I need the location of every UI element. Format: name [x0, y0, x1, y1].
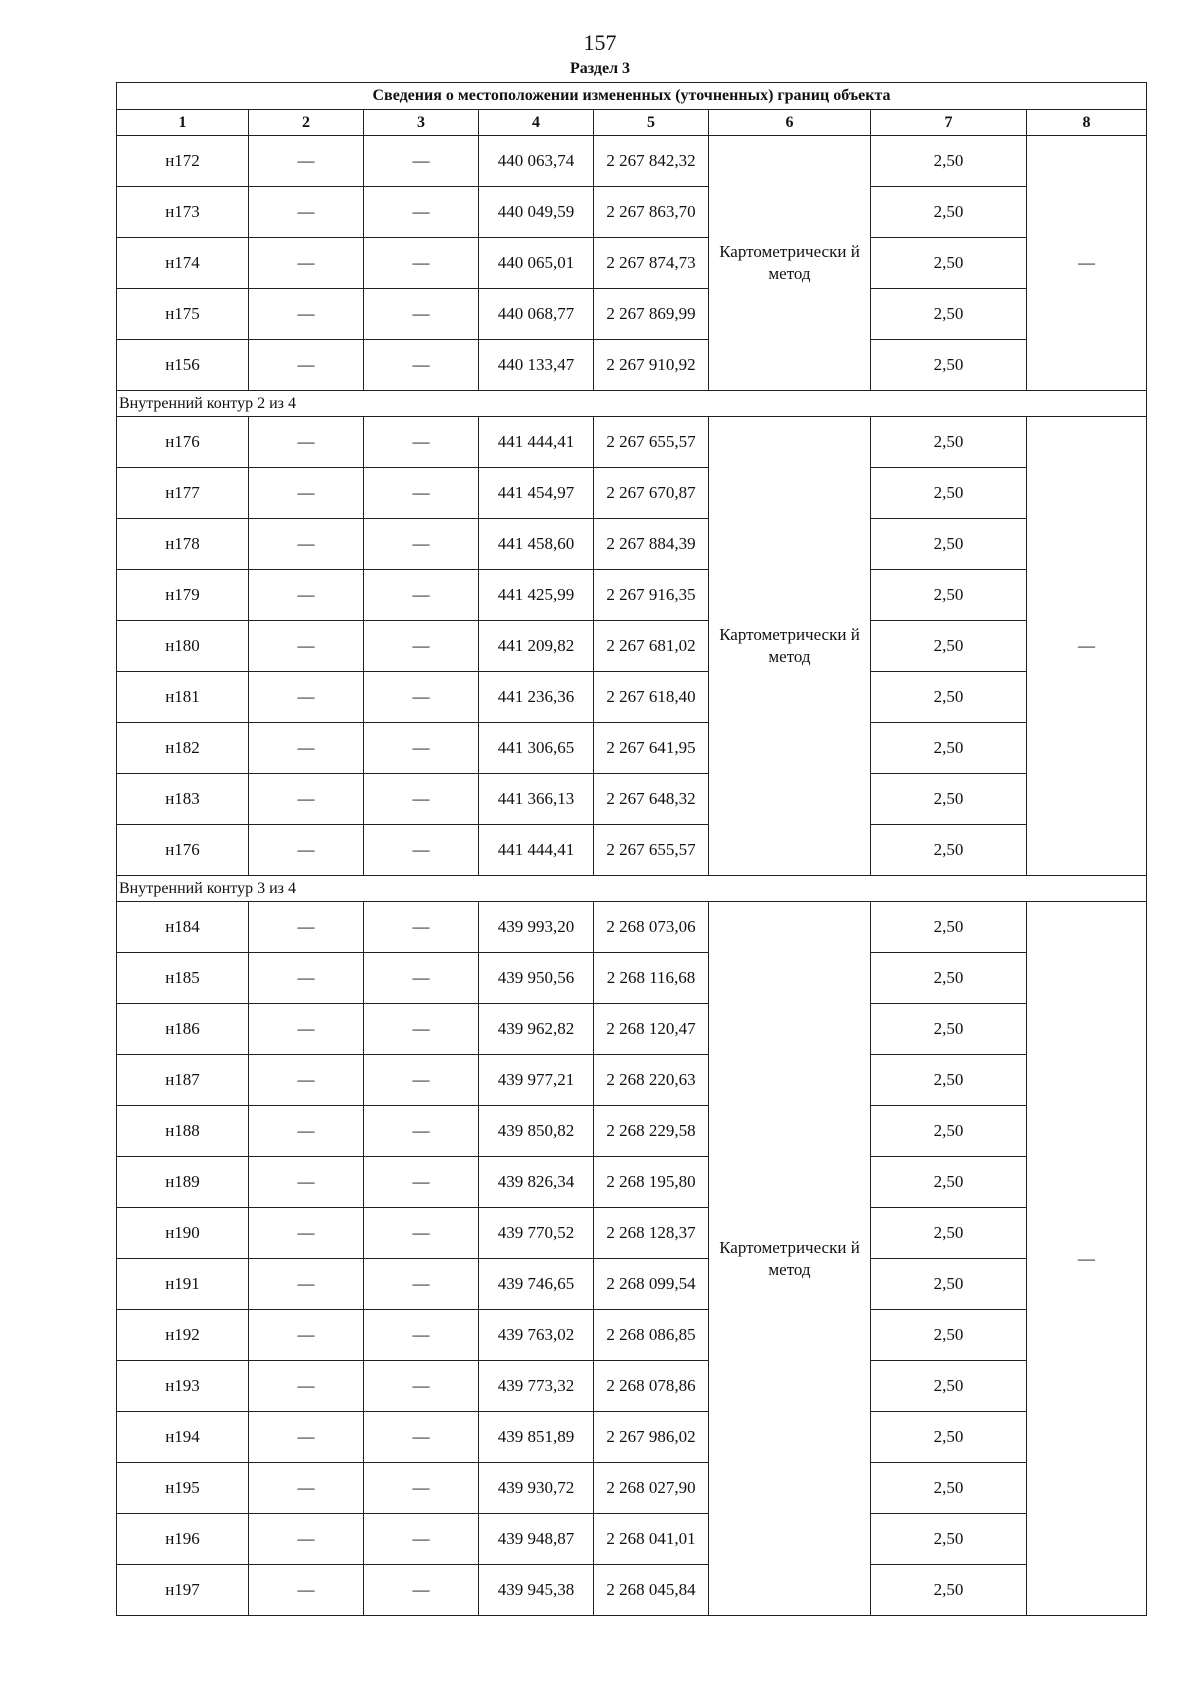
x-coordinate: 440 065,01	[479, 238, 594, 289]
x-coordinate: 439 826,34	[479, 1157, 594, 1208]
y-coordinate: 2 267 842,32	[594, 136, 709, 187]
col2-value: —	[249, 187, 364, 238]
table-row	[117, 774, 1147, 825]
col3-value: —	[364, 1412, 479, 1463]
point-name: н183	[117, 774, 249, 825]
col3-value: —	[364, 825, 479, 876]
col3-value: —	[364, 1361, 479, 1412]
point-name: н196	[117, 1514, 249, 1565]
x-coordinate: 439 763,02	[479, 1310, 594, 1361]
col3-value: —	[364, 953, 479, 1004]
table-row	[117, 1259, 1147, 1310]
col2-value: —	[249, 953, 364, 1004]
col2-value: —	[249, 1004, 364, 1055]
table-row	[117, 825, 1147, 876]
accuracy-value: 2,50	[871, 570, 1027, 621]
x-coordinate: 439 962,82	[479, 1004, 594, 1055]
col3-value: —	[364, 289, 479, 340]
point-name: н190	[117, 1208, 249, 1259]
y-coordinate: 2 268 220,63	[594, 1055, 709, 1106]
col3-value: —	[364, 417, 479, 468]
point-name: н192	[117, 1310, 249, 1361]
col2-value: —	[249, 1412, 364, 1463]
col3-value: —	[364, 1208, 479, 1259]
accuracy-value: 2,50	[871, 825, 1027, 876]
accuracy-value: 2,50	[871, 723, 1027, 774]
table-row	[117, 187, 1147, 238]
y-coordinate: 2 267 863,70	[594, 187, 709, 238]
contour-label: Внутренний контур 2 из 4	[117, 391, 1147, 417]
y-coordinate: 2 268 128,37	[594, 1208, 709, 1259]
point-name: н195	[117, 1463, 249, 1514]
section-label: Раздел 3	[569, 60, 631, 77]
point-name: н184	[117, 902, 249, 953]
y-coordinate: 2 267 874,73	[594, 238, 709, 289]
y-coordinate: 2 267 910,92	[594, 340, 709, 391]
x-coordinate: 439 977,21	[479, 1055, 594, 1106]
accuracy-value: 2,50	[871, 1514, 1027, 1565]
x-coordinate: 441 444,41	[479, 417, 594, 468]
col3-value: —	[364, 774, 479, 825]
x-coordinate: 440 133,47	[479, 340, 594, 391]
page-number: 157	[583, 30, 617, 55]
method-cell: Картометрически й метод	[709, 417, 871, 876]
table-row	[117, 1208, 1147, 1259]
accuracy-value: 2,50	[871, 1055, 1027, 1106]
col3-value: —	[364, 1055, 479, 1106]
col8-value: —	[1027, 136, 1147, 391]
accuracy-value: 2,50	[871, 1157, 1027, 1208]
point-name: н173	[117, 187, 249, 238]
accuracy-value: 2,50	[871, 340, 1027, 391]
table-row	[117, 289, 1147, 340]
accuracy-value: 2,50	[871, 1004, 1027, 1055]
x-coordinate: 441 306,65	[479, 723, 594, 774]
accuracy-value: 2,50	[871, 1565, 1027, 1616]
column-header-row	[117, 110, 1147, 136]
col3-value: —	[364, 902, 479, 953]
x-coordinate: 440 049,59	[479, 187, 594, 238]
point-name: н185	[117, 953, 249, 1004]
col3-value: —	[364, 1004, 479, 1055]
col2-value: —	[249, 1208, 364, 1259]
column-header: 8	[1027, 110, 1147, 136]
point-name: н156	[117, 340, 249, 391]
table-row	[117, 1055, 1147, 1106]
x-coordinate: 440 063,74	[479, 136, 594, 187]
y-coordinate: 2 267 869,99	[594, 289, 709, 340]
table-row	[117, 1310, 1147, 1361]
table-row	[117, 672, 1147, 723]
method-cell: Картометрически й метод	[709, 902, 871, 1616]
table-row	[117, 340, 1147, 391]
contour-row	[117, 876, 1147, 902]
y-coordinate: 2 267 986,02	[594, 1412, 709, 1463]
col3-value: —	[364, 136, 479, 187]
table-row	[117, 1157, 1147, 1208]
point-name: н186	[117, 1004, 249, 1055]
table-row	[117, 1412, 1147, 1463]
table-row	[117, 902, 1147, 953]
x-coordinate: 439 770,52	[479, 1208, 594, 1259]
y-coordinate: 2 267 618,40	[594, 672, 709, 723]
table-row	[117, 238, 1147, 289]
point-name: н179	[117, 570, 249, 621]
col3-value: —	[364, 672, 479, 723]
point-name: н188	[117, 1106, 249, 1157]
col3-value: —	[364, 1565, 479, 1616]
table-row	[117, 1361, 1147, 1412]
col3-value: —	[364, 519, 479, 570]
accuracy-value: 2,50	[871, 672, 1027, 723]
col2-value: —	[249, 1310, 364, 1361]
y-coordinate: 2 268 045,84	[594, 1565, 709, 1616]
accuracy-value: 2,50	[871, 1259, 1027, 1310]
contour-label: Внутренний контур 3 из 4	[117, 876, 1147, 902]
col2-value: —	[249, 519, 364, 570]
col2-value: —	[249, 621, 364, 672]
col2-value: —	[249, 1106, 364, 1157]
point-name: н181	[117, 672, 249, 723]
table-row	[117, 723, 1147, 774]
contour-row	[117, 391, 1147, 417]
accuracy-value: 2,50	[871, 621, 1027, 672]
boundary-table	[116, 82, 1147, 1616]
col2-value: —	[249, 672, 364, 723]
col2-value: —	[249, 1259, 364, 1310]
col8-value: —	[1027, 417, 1147, 876]
point-name: н191	[117, 1259, 249, 1310]
y-coordinate: 2 267 670,87	[594, 468, 709, 519]
x-coordinate: 441 425,99	[479, 570, 594, 621]
table-row	[117, 621, 1147, 672]
x-coordinate: 441 366,13	[479, 774, 594, 825]
col3-value: —	[364, 340, 479, 391]
x-coordinate: 439 950,56	[479, 953, 594, 1004]
column-header: 1	[117, 110, 249, 136]
x-coordinate: 439 948,87	[479, 1514, 594, 1565]
accuracy-value: 2,50	[871, 468, 1027, 519]
col2-value: —	[249, 774, 364, 825]
col2-value: —	[249, 1514, 364, 1565]
col2-value: —	[249, 417, 364, 468]
x-coordinate: 441 454,97	[479, 468, 594, 519]
y-coordinate: 2 268 027,90	[594, 1463, 709, 1514]
method-cell: Картометрически й метод	[709, 136, 871, 391]
x-coordinate: 441 236,36	[479, 672, 594, 723]
point-name: н197	[117, 1565, 249, 1616]
table-row	[117, 1106, 1147, 1157]
table-title: Сведения о местоположении измененных (уточненных) границ объекта	[117, 83, 1147, 110]
point-name: н193	[117, 1361, 249, 1412]
x-coordinate: 439 850,82	[479, 1106, 594, 1157]
point-name: н175	[117, 289, 249, 340]
accuracy-value: 2,50	[871, 902, 1027, 953]
y-coordinate: 2 267 884,39	[594, 519, 709, 570]
table-row	[117, 570, 1147, 621]
y-coordinate: 2 268 195,80	[594, 1157, 709, 1208]
table-row	[117, 1463, 1147, 1514]
accuracy-value: 2,50	[871, 1310, 1027, 1361]
column-header: 3	[364, 110, 479, 136]
column-header: 2	[249, 110, 364, 136]
col3-value: —	[364, 1310, 479, 1361]
table-row	[117, 1004, 1147, 1055]
y-coordinate: 2 267 648,32	[594, 774, 709, 825]
col2-value: —	[249, 1157, 364, 1208]
y-coordinate: 2 267 681,02	[594, 621, 709, 672]
table-body	[117, 136, 1147, 1616]
col2-value: —	[249, 902, 364, 953]
accuracy-value: 2,50	[871, 1208, 1027, 1259]
col2-value: —	[249, 570, 364, 621]
table-row	[117, 1565, 1147, 1616]
col2-value: —	[249, 468, 364, 519]
column-header: 6	[709, 110, 871, 136]
col2-value: —	[249, 1055, 364, 1106]
x-coordinate: 439 746,65	[479, 1259, 594, 1310]
y-coordinate: 2 267 916,35	[594, 570, 709, 621]
point-name: н189	[117, 1157, 249, 1208]
col3-value: —	[364, 187, 479, 238]
y-coordinate: 2 267 641,95	[594, 723, 709, 774]
accuracy-value: 2,50	[871, 1106, 1027, 1157]
y-coordinate: 2 268 078,86	[594, 1361, 709, 1412]
y-coordinate: 2 268 120,47	[594, 1004, 709, 1055]
accuracy-value: 2,50	[871, 1412, 1027, 1463]
point-name: н176	[117, 825, 249, 876]
point-name: н194	[117, 1412, 249, 1463]
y-coordinate: 2 268 116,68	[594, 953, 709, 1004]
column-header: 7	[871, 110, 1027, 136]
col2-value: —	[249, 136, 364, 187]
col2-value: —	[249, 1463, 364, 1514]
x-coordinate: 439 851,89	[479, 1412, 594, 1463]
col2-value: —	[249, 238, 364, 289]
point-name: н180	[117, 621, 249, 672]
accuracy-value: 2,50	[871, 417, 1027, 468]
col3-value: —	[364, 723, 479, 774]
y-coordinate: 2 268 073,06	[594, 902, 709, 953]
table-row	[117, 519, 1147, 570]
x-coordinate: 441 209,82	[479, 621, 594, 672]
col3-value: —	[364, 570, 479, 621]
y-coordinate: 2 267 655,57	[594, 825, 709, 876]
table-row	[117, 1514, 1147, 1565]
col3-value: —	[364, 1514, 479, 1565]
x-coordinate: 441 444,41	[479, 825, 594, 876]
col2-value: —	[249, 1565, 364, 1616]
y-coordinate: 2 268 099,54	[594, 1259, 709, 1310]
accuracy-value: 2,50	[871, 1361, 1027, 1412]
table-row	[117, 417, 1147, 468]
x-coordinate: 439 993,20	[479, 902, 594, 953]
col2-value: —	[249, 289, 364, 340]
point-name: н177	[117, 468, 249, 519]
col2-value: —	[249, 825, 364, 876]
y-coordinate: 2 267 655,57	[594, 417, 709, 468]
column-header: 5	[594, 110, 709, 136]
accuracy-value: 2,50	[871, 289, 1027, 340]
accuracy-value: 2,50	[871, 136, 1027, 187]
col2-value: —	[249, 1361, 364, 1412]
x-coordinate: 439 930,72	[479, 1463, 594, 1514]
col3-value: —	[364, 468, 479, 519]
accuracy-value: 2,50	[871, 519, 1027, 570]
accuracy-value: 2,50	[871, 187, 1027, 238]
accuracy-value: 2,50	[871, 238, 1027, 289]
column-header: 4	[479, 110, 594, 136]
x-coordinate: 439 773,32	[479, 1361, 594, 1412]
col3-value: —	[364, 1106, 479, 1157]
col3-value: —	[364, 1259, 479, 1310]
table-row	[117, 468, 1147, 519]
x-coordinate: 439 945,38	[479, 1565, 594, 1616]
col2-value: —	[249, 723, 364, 774]
col3-value: —	[364, 621, 479, 672]
point-name: н182	[117, 723, 249, 774]
table-row	[117, 136, 1147, 187]
x-coordinate: 441 458,60	[479, 519, 594, 570]
col2-value: —	[249, 340, 364, 391]
point-name: н178	[117, 519, 249, 570]
accuracy-value: 2,50	[871, 1463, 1027, 1514]
col8-value: —	[1027, 902, 1147, 1616]
point-name: н174	[117, 238, 249, 289]
y-coordinate: 2 268 086,85	[594, 1310, 709, 1361]
point-name: н172	[117, 136, 249, 187]
point-name: н176	[117, 417, 249, 468]
col3-value: —	[364, 238, 479, 289]
x-coordinate: 440 068,77	[479, 289, 594, 340]
table-row	[117, 953, 1147, 1004]
col3-value: —	[364, 1157, 479, 1208]
col3-value: —	[364, 1463, 479, 1514]
accuracy-value: 2,50	[871, 774, 1027, 825]
point-name: н187	[117, 1055, 249, 1106]
accuracy-value: 2,50	[871, 953, 1027, 1004]
y-coordinate: 2 268 229,58	[594, 1106, 709, 1157]
y-coordinate: 2 268 041,01	[594, 1514, 709, 1565]
